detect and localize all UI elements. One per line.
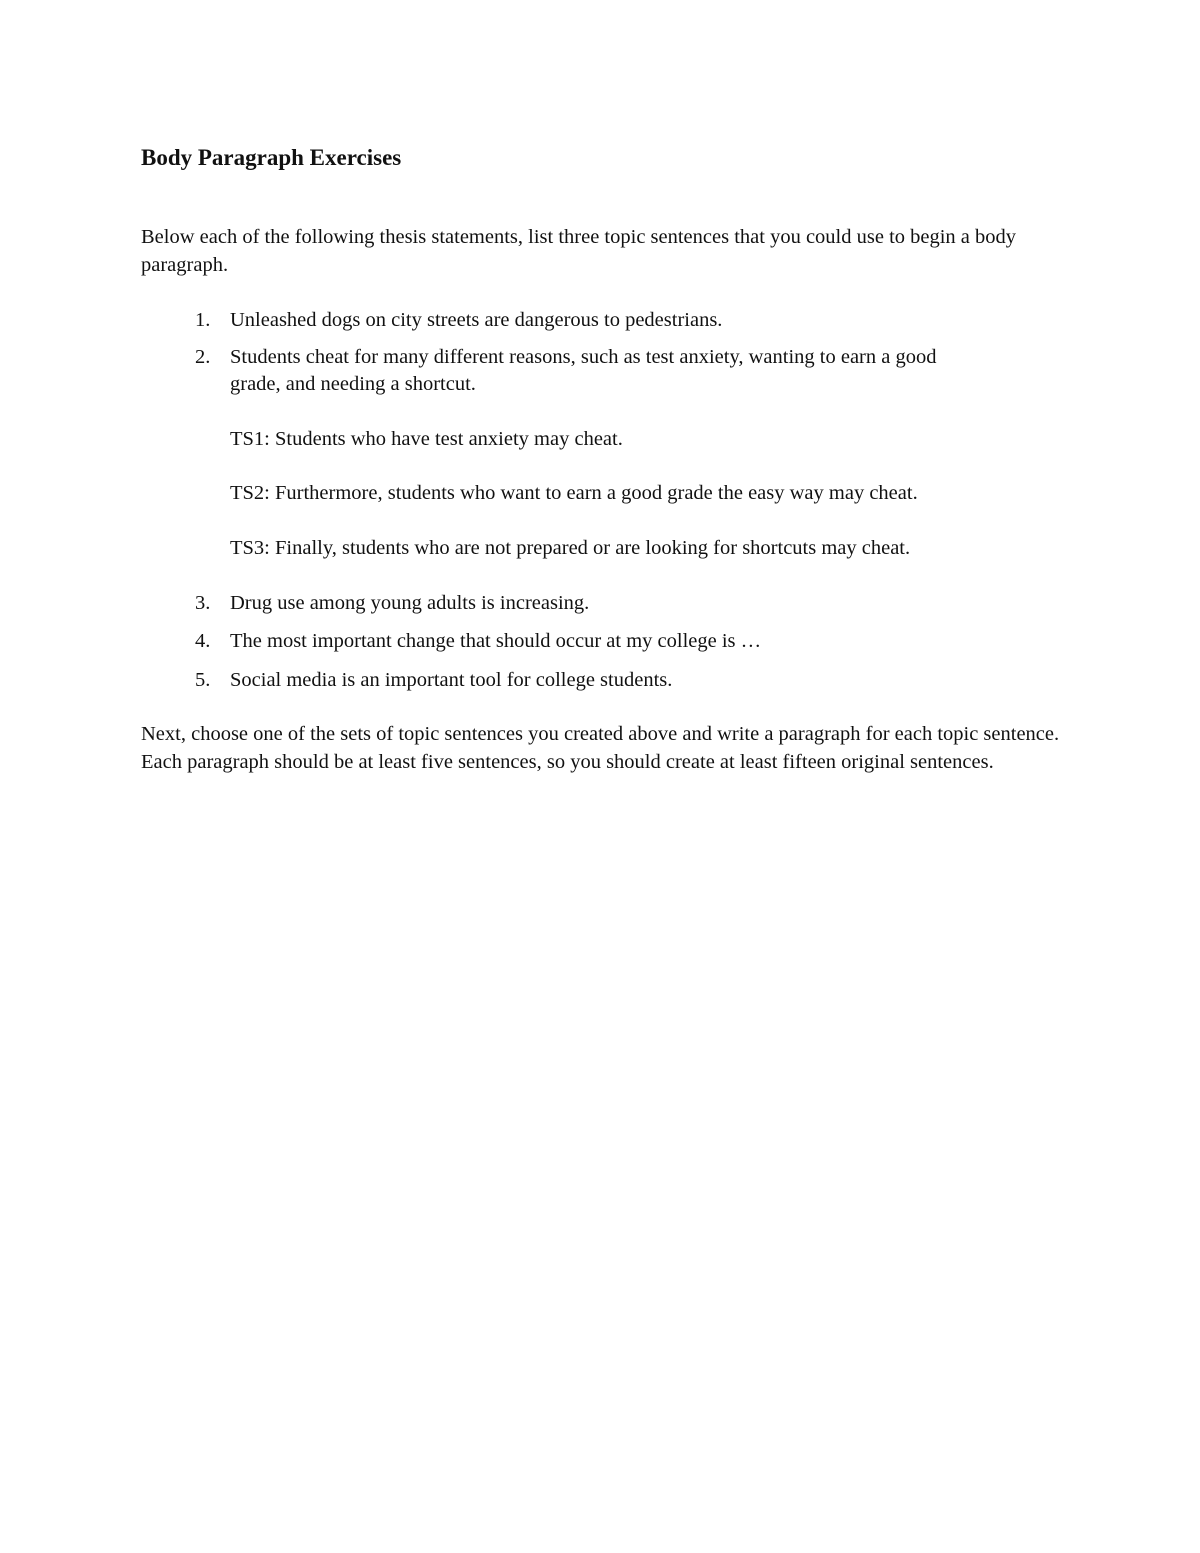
closing-paragraph: Next, choose one of the sets of topic sentences you created above and write a paragraph for each topic sentence. Each paragraph should be at least five sentences, so you should create at least fifteen original sentences. [141, 723, 1060, 773]
topic-sentence: TS3: Finally, students who are not prepared or are looking for shortcuts may cheat. [230, 537, 911, 559]
instructions-paragraph: Below each of the following thesis statements, list three topic sentences that you could use to begin a body paragraph. [141, 226, 1017, 276]
topic-sentence: TS1: Students who have test anxiety may cheat. [230, 428, 623, 450]
list-item-number: 3. [195, 592, 211, 614]
list-item-text: Social media is an important tool for college students. [230, 669, 673, 691]
list-item-text: Drug use among young adults is increasing. [230, 592, 590, 614]
list-item-text: Students cheat for many different reasons, such as test anxiety, wanting to earn a good [230, 346, 937, 368]
list-item-number: 1. [195, 309, 211, 331]
list-item-number: 4. [195, 630, 211, 652]
list-item-text: The most important change that should occur at my college is … [230, 630, 762, 652]
topic-sentence: TS2: Furthermore, students who want to earn a good grade the easy way may cheat. [230, 482, 918, 504]
list-item-number: 5. [195, 669, 211, 691]
page-title: Body Paragraph Exercises [141, 145, 402, 170]
list-item-text-continued: grade, and needing a shortcut. [230, 373, 476, 395]
list-item-number: 2. [195, 346, 211, 368]
list-item-text: Unleashed dogs on city streets are dangerous to pedestrians. [230, 309, 723, 331]
